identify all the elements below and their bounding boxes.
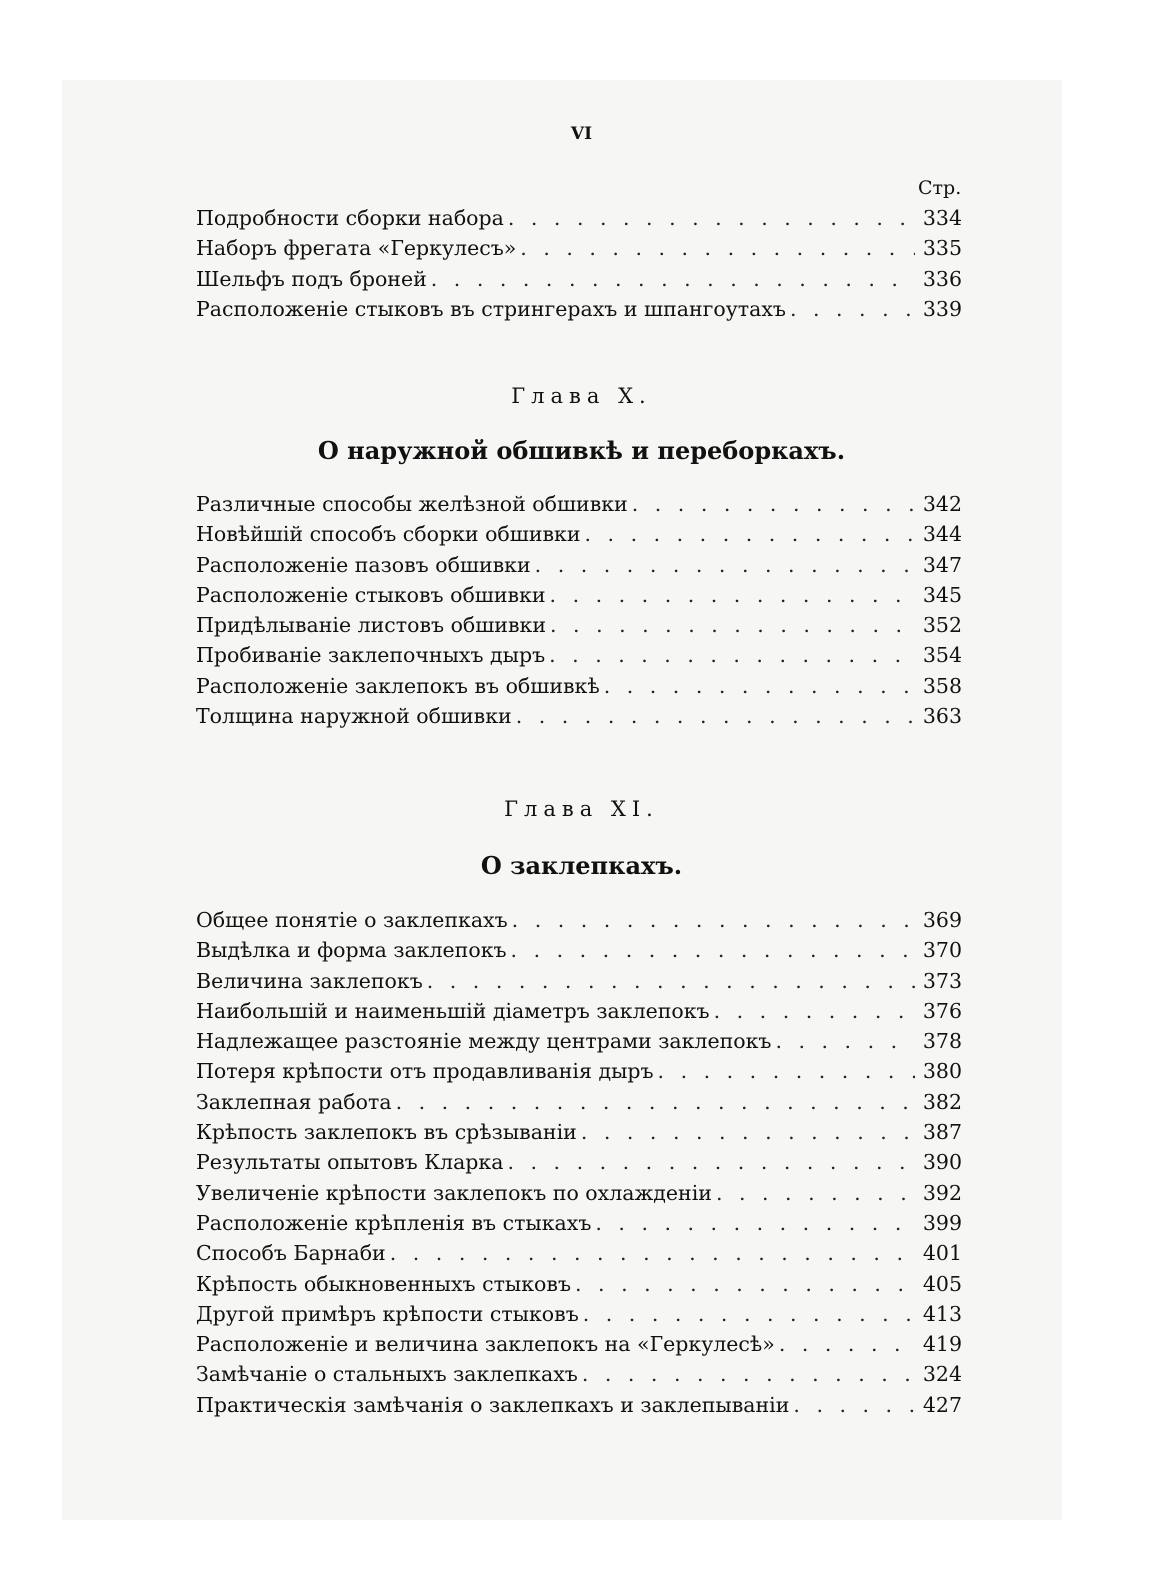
dot-leader: [595, 1208, 914, 1238]
toc-entry-title: Расположеніе пазовъ обшивки: [196, 552, 531, 577]
toc-entry-page: 370: [922, 938, 962, 963]
toc-list-chapter-xi: [196, 905, 962, 1420]
dot-leader: [716, 1178, 915, 1208]
toc-entry-title: Расположеніе и величина заклепокъ на «Геркулесѣ»: [196, 1332, 775, 1357]
toc-entry: [196, 550, 962, 580]
dot-leader: [396, 1087, 915, 1117]
toc-entry: [196, 1329, 962, 1359]
toc-entry-title: Новѣйшій способъ сборки обшивки: [196, 522, 581, 547]
toc-entry: [196, 294, 962, 324]
toc-entry-title: Способъ Барнаби: [196, 1241, 386, 1266]
toc-entry: [196, 1390, 962, 1420]
toc-entry-page: 392: [922, 1180, 962, 1205]
toc-entry-title: Расположеніе стыковъ обшивки: [196, 582, 546, 607]
toc-entry: [196, 1238, 962, 1268]
toc-entry: [196, 905, 962, 935]
chapter-xi-heading: Глава XI.: [504, 797, 659, 821]
dot-leader: [658, 1056, 915, 1086]
toc-entry-page: 354: [922, 643, 962, 668]
dot-leader: [516, 701, 915, 731]
dot-leader: [790, 294, 915, 324]
toc-entry-title: Крѣпость заклепокъ въ срѣзываніи: [196, 1120, 577, 1145]
toc-entry-page: 373: [922, 968, 962, 993]
toc-entry-page: 376: [922, 998, 962, 1023]
dot-leader: [583, 1299, 915, 1329]
toc-entry: [196, 640, 962, 670]
toc-entry-title: Надлежащее разстояніе между центрами заклепокъ: [196, 1029, 772, 1054]
toc-entry-title: Другой примѣръ крѣпости стыковъ: [196, 1301, 579, 1326]
toc-entry-title: Величина заклепокъ: [196, 968, 423, 993]
toc-entry-page: 324: [922, 1362, 962, 1387]
chapter-xi-title: О заклепкахъ.: [480, 851, 683, 880]
dot-leader: [632, 489, 915, 519]
dot-leader: [390, 1238, 915, 1268]
toc-entry-title: Практическія замѣчанія о заклепкахъ и заклепываніи: [196, 1392, 790, 1417]
toc-entry-title: Результаты опытовъ Кларка: [196, 1150, 504, 1175]
toc-entry-page: 344: [922, 522, 962, 547]
toc-entry-page: 380: [922, 1059, 962, 1084]
toc-entry: [196, 996, 962, 1026]
toc-entry: [196, 1147, 962, 1177]
toc-entry-page: 405: [922, 1271, 962, 1296]
dot-leader: [775, 1026, 914, 1056]
page-column-label: Стр.: [918, 177, 962, 199]
toc-entry-title: Расположеніе крѣпленія въ стыкахъ: [196, 1210, 592, 1235]
toc-entry-title: Заклепная работа: [196, 1089, 392, 1114]
dot-leader: [604, 671, 915, 701]
toc-entry: [196, 1178, 962, 1208]
toc-entry: [196, 580, 962, 610]
toc-entry-title: Различные способы желѣзной обшивки: [196, 492, 628, 516]
toc-entry-page: 345: [922, 582, 962, 607]
toc-entry-page: 399: [922, 1210, 962, 1235]
toc-entry: [196, 1056, 962, 1086]
toc-entry-page: 378: [922, 1029, 962, 1054]
dot-leader: [581, 1117, 915, 1147]
toc-entry-title: Расположеніе стыковъ въ стрингерахъ и шпангоутахъ: [196, 296, 786, 321]
toc-entry-page: 390: [922, 1150, 962, 1175]
toc-entry-page: 358: [922, 673, 962, 698]
toc-entry: [196, 203, 962, 233]
toc-entry-title: Пробиваніе заклепочныхъ дыръ: [196, 643, 546, 668]
toc-entry-page: 334: [922, 206, 962, 230]
dot-leader: [793, 1390, 914, 1420]
dot-leader: [550, 580, 915, 610]
toc-entry-page: 427: [922, 1392, 962, 1417]
toc-entry-page: 413: [922, 1301, 962, 1326]
toc-entry-page: 336: [922, 266, 962, 291]
dot-leader: [508, 203, 915, 233]
toc-entry-page: 387: [922, 1120, 962, 1145]
toc-entry: [196, 233, 962, 263]
toc-top-section: [196, 203, 962, 324]
toc-entry-title: Крѣпость обыкновенныхъ стыковъ: [196, 1271, 571, 1296]
dot-leader: [585, 519, 915, 549]
toc-entry: [196, 1299, 962, 1329]
toc-entry-title: Расположеніе заклепокъ въ обшивкѣ: [196, 673, 600, 698]
toc-entry: [196, 701, 962, 731]
dot-leader: [582, 1359, 915, 1389]
dot-leader: [431, 264, 915, 294]
chapter-x-title: О наружной обшивкѣ и переборкахъ.: [317, 436, 846, 465]
toc-entry-page: 335: [922, 236, 962, 261]
dot-leader: [520, 233, 915, 263]
toc-entry-page: 342: [922, 492, 962, 516]
toc-entry-page: 347: [922, 552, 962, 577]
toc-entry-title: Придѣлываніе листовъ обшивки: [196, 613, 546, 638]
toc-entry: [196, 1208, 962, 1238]
toc-entry-title: Увеличеніе крѣпости заклепокъ по охлажденіи: [196, 1180, 712, 1205]
toc-entry-page: 363: [922, 704, 962, 729]
chapter-x-heading: Глава X.: [511, 384, 652, 408]
dot-leader: [549, 640, 915, 670]
toc-chapter-x: [196, 489, 962, 731]
toc-list-top: [196, 203, 962, 324]
dot-leader: [714, 996, 915, 1026]
dot-leader: [511, 935, 915, 965]
toc-entry: [196, 1117, 962, 1147]
dot-leader: [575, 1269, 915, 1299]
dot-leader: [512, 905, 915, 935]
toc-entry: [196, 610, 962, 640]
toc-entry: [196, 1269, 962, 1299]
dot-leader: [535, 550, 915, 580]
toc-entry-page: 382: [922, 1089, 962, 1114]
dot-leader: [507, 1147, 914, 1177]
toc-entry-title: Замѣчаніе о стальныхъ заклепкахъ: [196, 1362, 578, 1387]
toc-entry: [196, 489, 962, 519]
toc-entry: [196, 519, 962, 549]
toc-entry-title: Шельфъ подъ броней: [196, 266, 427, 291]
toc-entry-title: Толщина наружной обшивки: [196, 704, 512, 729]
toc-entry-page: 419: [922, 1332, 962, 1357]
toc-entry-page: 401: [922, 1241, 962, 1266]
toc-entry-page: 339: [922, 296, 962, 321]
page-number: VI: [570, 124, 593, 144]
toc-entry: [196, 1026, 962, 1056]
dot-leader: [779, 1329, 915, 1359]
dot-leader: [427, 966, 915, 996]
toc-entry: [196, 935, 962, 965]
toc-entry: [196, 264, 962, 294]
toc-entry-page: 369: [922, 908, 962, 932]
toc-entry: [196, 966, 962, 996]
toc-chapter-xi: [196, 905, 962, 1420]
dot-leader: [550, 610, 915, 640]
toc-entry: [196, 1359, 962, 1389]
toc-entry-page: 352: [922, 613, 962, 638]
toc-entry: [196, 1087, 962, 1117]
toc-entry-title: Потеря крѣпости отъ продавливанія дыръ: [196, 1059, 654, 1084]
toc-entry-title: Общее понятіе о заклепкахъ: [196, 908, 508, 932]
toc-entry: [196, 671, 962, 701]
toc-entry-title: Наибольшій и наименьшій діаметръ заклепокъ: [196, 998, 710, 1023]
toc-entry-title: Выдѣлка и форма заклепокъ: [196, 938, 507, 963]
toc-entry-title: Наборъ фрегата «Геркулесъ»: [196, 236, 517, 261]
toc-list-chapter-x: [196, 489, 962, 731]
toc-entry-title: Подробности сборки набора: [196, 206, 504, 230]
